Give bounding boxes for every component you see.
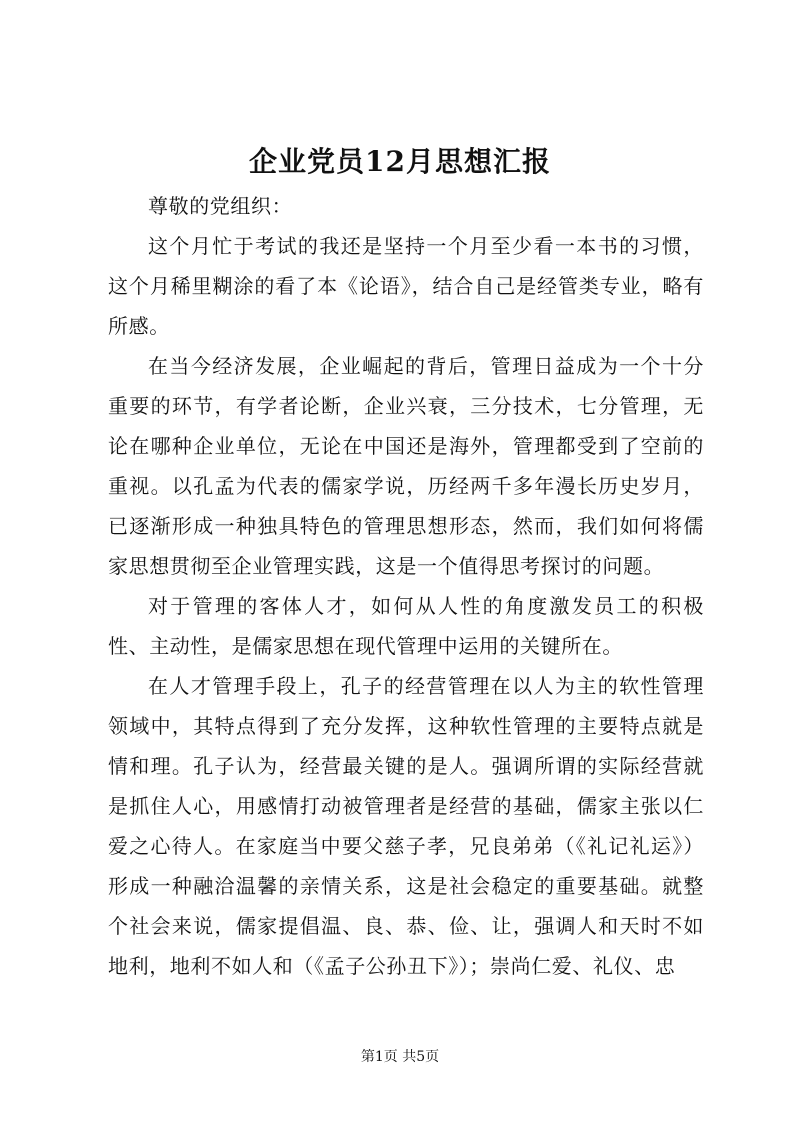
page-footer: 第1页 共5页	[360, 1049, 440, 1065]
page-title: 企业党员12月思想汇报	[249, 145, 551, 178]
salutation: 尊敬的党组织：	[148, 194, 293, 218]
paragraph-3: 对于管理的客体人才，如何从人性的角度激发员工的积极性、主动性，是儒家思想在现代管理中运用的关键所在。	[108, 594, 704, 658]
paragraph-2: 在当今经济发展，企业崛起的背后，管理日益成为一个十分重要的环节，有学者论断，企业兴衰，三分技术，七分管理，无论在哪种企业单位，无论在中国还是海外，管理都受到了空前的重视。以孔孟为代表的儒家学说，历经两千多年漫长历史岁月，已逐渐形成一种独具特色的管理思想形态，然而，我们如何将儒家思想贯彻至企业管理实践，这是一个值得思考探讨的问题。	[108, 354, 704, 578]
paragraph-1: 这个月忙于考试的我还是坚持一个月至少看一本书的习惯，这个月稀里糊涂的看了本《论语》，结合自己是经管类专业，略有所感。	[108, 234, 704, 338]
paragraph-4: 在人才管理手段上，孔子的经营管理在以人为主的软性管理领域中，其特点得到了充分发挥，这种软性管理的主要特点就是情和理。孔子认为，经营最关键的是人。强调所谓的实际经营就是抓住人心，用感情打动被管理者是经营的基础，儒家主张以仁爱之心待人。在家庭当中要父慈子孝，兄良弟弟（《礼记礼运》）形成一种融洽温馨的亲情关系，这是社会稳定的重要基础。就整个社会来说，儒家提倡温、良、恭、俭、让，强调人和天时不如地利，地利不如人和（《孟子公孙丑下》）；崇尚仁爱、礼仪、忠	[108, 674, 704, 978]
document-body	[108, 186, 704, 986]
